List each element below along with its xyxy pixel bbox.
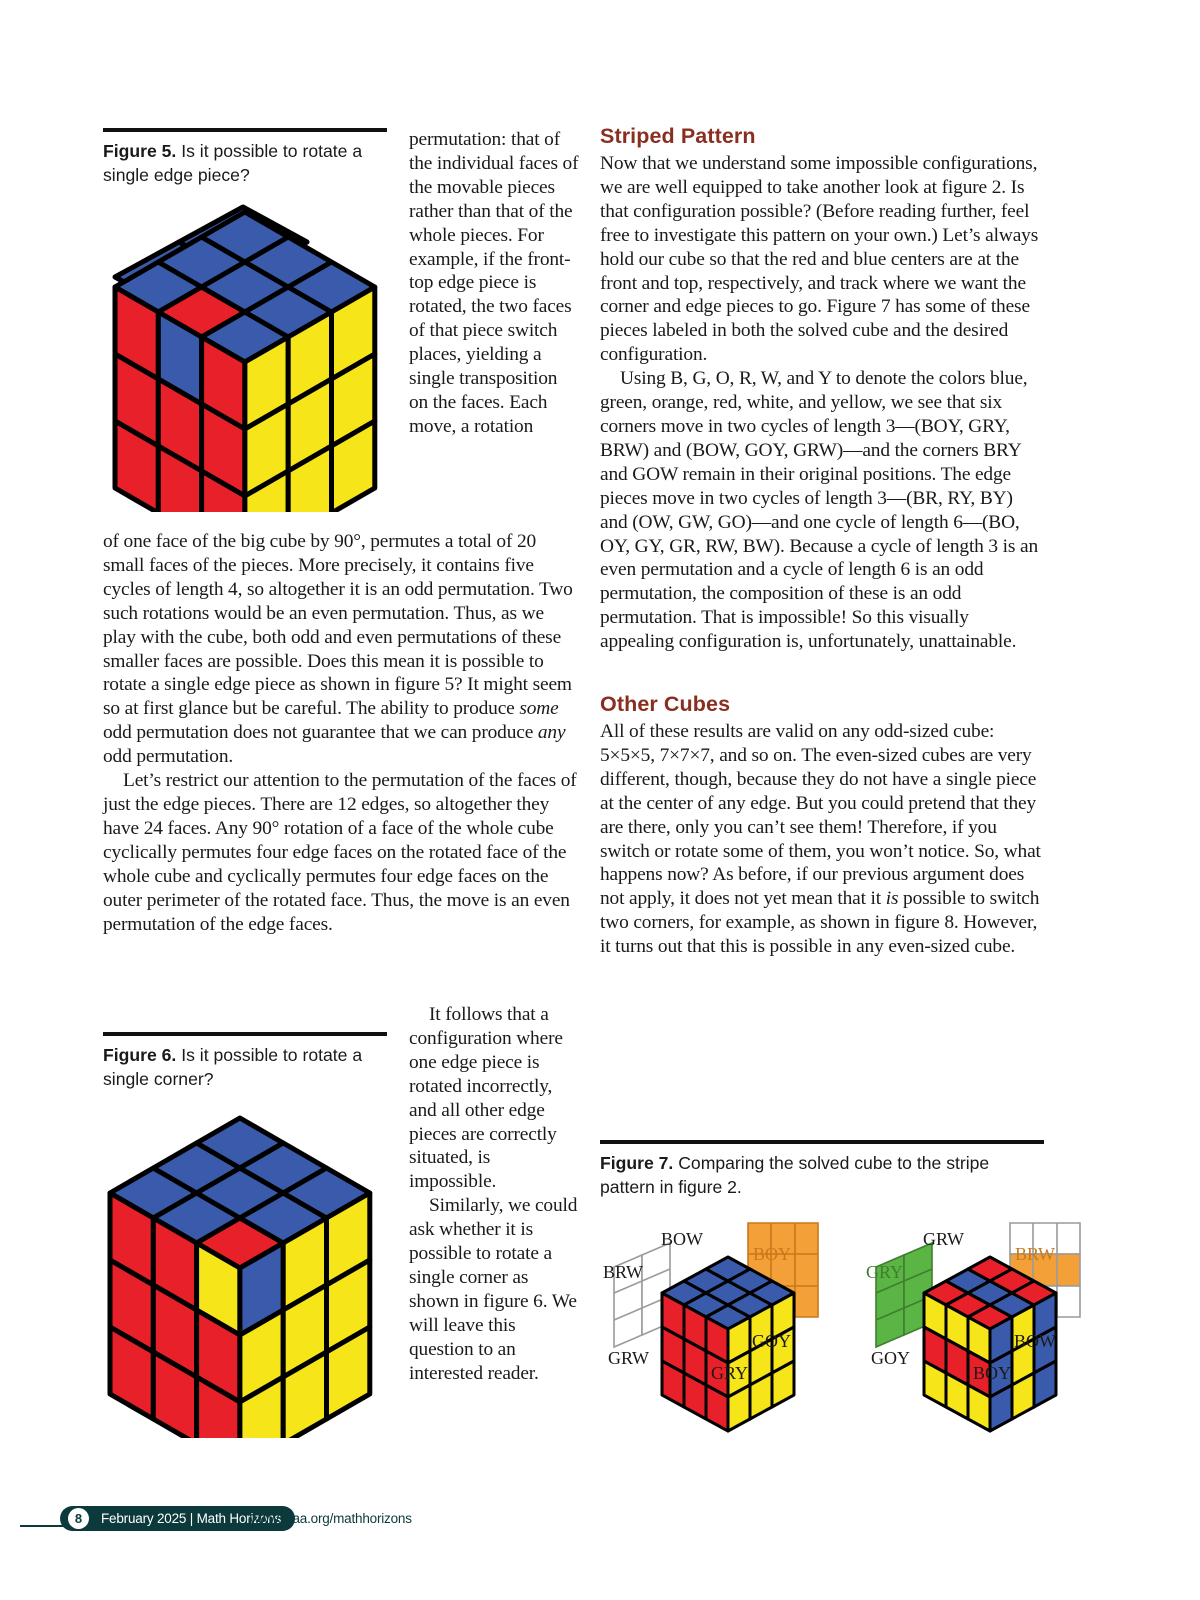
f7-right-label-bottom-left: GOY xyxy=(871,1348,910,1368)
figure-6-caption-text: Is it possible to rotate a single corner? xyxy=(103,1045,363,1089)
footer-issue-text: February 2025 | Math Horizons xyxy=(101,1511,282,1526)
cube-svg-fig5 xyxy=(105,192,395,512)
figure-7-block xyxy=(600,1140,1044,1199)
section-heading-striped-pattern: Striped Pattern xyxy=(600,124,756,148)
figure-6-cube-image xyxy=(100,1098,390,1438)
figure-6-rule xyxy=(103,1032,387,1036)
striped-pattern-paragraph-2: Using B, G, O, R, W, and Y to denote the colors blue, green, orange, red, white, and yellow, we see that six corners move in two cycles of length 3—(BOY, GRY, BRW) and (BOW, GOY, GRW)—and the corners BRY and GOW remain in their original positions. The edge pieces move in two cycles of length 3—(BR, RY, BY) and (OW, GW, GO)—and one cycle of length 6—(BO, OY, GY, GR, RW, BW). Because a cycle of length 3 is an even permutation and a cycle of length 6 is an odd permutation, the composition of these is an odd permutation. That is impossible! So this visually appealing configuration is, unfortunately, unattainable. xyxy=(600,368,1038,653)
other-cubes-emphasis-is: is xyxy=(885,888,899,910)
f7-right-label-top: GRW xyxy=(923,1229,965,1249)
middle-bottom-paragraph-2: Similarly, we could ask whether it is possible to rotate a single corner as shown in figure 6. We will leave this question to an interested reader. xyxy=(409,1195,578,1384)
other-cubes-text-a: All of these results are valid on any odd-sized cube: 5×5×5, 7×7×7, and so on. The even-sized cubes are very different, though, because they do not have a single piece at the center of any edge. But you could pretend that they are there, only you can’t see them! Therefore, if you switch or rotate some of them, you won’t notice. So, what happens now? As before, if our previous argument does not apply, it does not yet mean that it xyxy=(600,721,1041,910)
figure-7-caption xyxy=(600,1151,1044,1199)
wide-p1-emphasis-any: any xyxy=(537,722,566,744)
figure-6-block xyxy=(103,1032,387,1091)
figure-5-caption-text: Is it possible to rotate a single edge piece? xyxy=(103,141,363,185)
f7-left-label-bottom-left: GRW xyxy=(608,1348,650,1368)
figure-7-solved-cube-svg xyxy=(600,1205,830,1435)
figure-7-striped-cube-svg xyxy=(862,1205,1092,1435)
cube-svg-fig6 xyxy=(100,1098,390,1438)
wide-left-body xyxy=(103,530,581,936)
middle-top-paragraph: permutation: that of the individual faces of the movable pieces rather than that of the whole pieces. For example, if the front-top edge piece is rotated, the two faces of that piece switch places, yielding a single transposition on the faces. Each move, a rotation xyxy=(409,129,579,437)
f7-left-label-right-panel: BOY xyxy=(753,1244,792,1264)
wide-paragraph-1 xyxy=(103,530,581,769)
figure-5-block xyxy=(103,128,387,187)
figure-7-label: Figure 7. xyxy=(600,1153,674,1173)
f7-right-label-bottom: BOY xyxy=(973,1363,1012,1383)
middle-column-top xyxy=(409,128,581,439)
figure-7-caption-text: Comparing the solved cube to the stripe pattern in figure 2. xyxy=(600,1153,990,1197)
figure-5-caption xyxy=(103,139,387,187)
footer-url[interactable]: www.maa.org/mathhorizons xyxy=(250,1511,412,1526)
middle-column-bottom xyxy=(409,1003,581,1386)
f7-right-label-right-edge: BOW xyxy=(1014,1331,1056,1351)
striped-pattern-paragraph-1: Now that we understand some impossible configurations, we are well equipped to take another look at figure 2. Is that configuration possible? (Before reading further, feel free to investigate this pattern on your own.) Let’s always hold our cube so that the red and blue centers are at the front and top, respectively, and track where we want the corner and edge pieces to go. Figure 7 has some of these pieces labeled in both the solved cube and the desired configuration. xyxy=(600,153,1039,366)
figure-5-cube-image xyxy=(105,192,395,512)
f7-left-label-bottom: GRY xyxy=(711,1363,749,1383)
right-column xyxy=(600,124,1044,959)
f7-left-label-left: BRW xyxy=(603,1262,644,1282)
wide-p1-c: odd permutation. xyxy=(103,746,234,768)
figure-5-label: Figure 5. xyxy=(103,141,177,161)
figure-5-rule xyxy=(103,128,387,132)
wide-p1-b: odd permutation does not guarantee that we can produce xyxy=(103,722,538,744)
wide-p1-a: of one face of the big cube by 90°, permutes a total of 20 small faces of the pieces. More precisely, it contains five cycles of length 4, so altogether it is an odd permutation. Two such rotations would be an even permutation. Thus, as we play with the cube, both odd and even permutations of these smaller faces are possible. Does this mean it is possible to rotate a single edge piece as shown in figure 5? It might seem so at first glance but be careful. The ability to produce xyxy=(103,531,573,720)
wide-paragraph-2: Let’s restrict our attention to the permutation of the faces of just the edge pieces. There are 12 edges, so altogether they have 24 faces. Any 90° rotation of a face of the whole cube cyclically permutes four edge faces on the rotated face of the whole cube and cyclically permutes four edge faces on the outer perimeter of the rotated face. Thus, the move is an even permutation of the edge faces. xyxy=(103,770,577,935)
middle-bottom-paragraph-1: It follows that a configuration where one edge piece is rotated incorrectly, and all other edge pieces are correctly situated, is impossible. xyxy=(409,1004,563,1193)
figure-7-diagram xyxy=(600,1205,1060,1435)
other-cubes-text-b: possible to switch two corners, for example, as shown in figure 8. However, it turns out that this is possible in any even-sized cube. xyxy=(600,888,1040,958)
f7-left-label-right-edge: GOY xyxy=(752,1331,791,1351)
f7-left-label-top: BOW xyxy=(661,1229,703,1249)
footer-page-number: 8 xyxy=(68,1508,89,1529)
section-heading-other-cubes: Other Cubes xyxy=(600,692,731,717)
figure-7-rule xyxy=(600,1140,1044,1144)
f7-right-label-left: GRY xyxy=(866,1262,904,1282)
figure-6-label: Figure 6. xyxy=(103,1045,177,1065)
f7-right-label-right-panel: BRW xyxy=(1015,1244,1056,1264)
wide-p1-emphasis-some: some xyxy=(519,698,559,720)
figure-6-caption xyxy=(103,1043,387,1091)
other-cubes-paragraph xyxy=(600,720,1044,959)
page-footer xyxy=(0,1505,1200,1545)
